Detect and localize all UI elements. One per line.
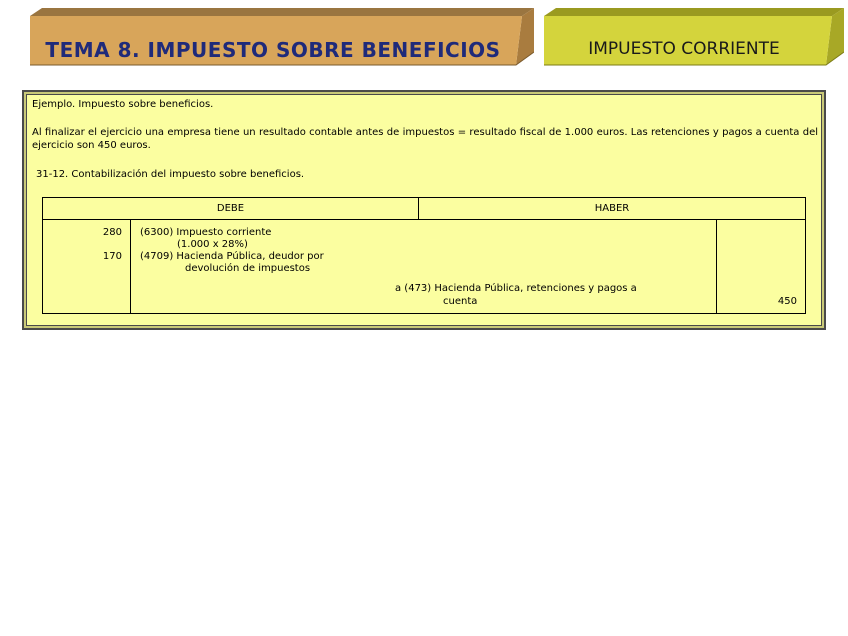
- credit-account-continuation: cuenta: [443, 296, 478, 307]
- debit-account-continuation: devolución de impuestos: [185, 263, 311, 274]
- example-statement: Al finalizar el ejercicio una empresa tiene un resultado contable antes de impuestos = resultado fiscal de 1.000 euros. Las retenciones y pagos a cuenta del ejercicio son 450 euros.: [32, 127, 818, 151]
- title-banner: [30, 8, 534, 66]
- debit-amount: 280: [102, 227, 122, 238]
- haber-header: HABER: [419, 198, 805, 220]
- entry-heading: 31-12. Contabilización del impuesto sobre beneficios.: [36, 169, 305, 180]
- account-column: [131, 220, 717, 313]
- debe-header: DEBE: [43, 198, 419, 220]
- debit-amount: 170: [102, 251, 122, 262]
- section-tab[interactable]: [544, 8, 844, 66]
- credit-amount-column: [717, 220, 805, 313]
- credit-account: a (473) Hacienda Pública, retenciones y pagos a: [395, 283, 637, 294]
- page-title: TEMA 8. IMPUESTO SOBRE BENEFICIOS: [45, 38, 501, 62]
- debit-account: (6300) Impuesto corriente: [140, 227, 272, 238]
- debit-calculation: (1.000 x 28%): [177, 239, 248, 250]
- section-tab-label: IMPUESTO CORRIENTE: [588, 39, 780, 59]
- journal-entry-table: [42, 197, 806, 314]
- example-title: Ejemplo. Impuesto sobre beneficios.: [32, 99, 214, 110]
- debit-amount-column: [43, 220, 131, 313]
- debit-account: (4709) Hacienda Pública, deudor por: [140, 251, 324, 262]
- credit-amount: 450: [777, 296, 797, 307]
